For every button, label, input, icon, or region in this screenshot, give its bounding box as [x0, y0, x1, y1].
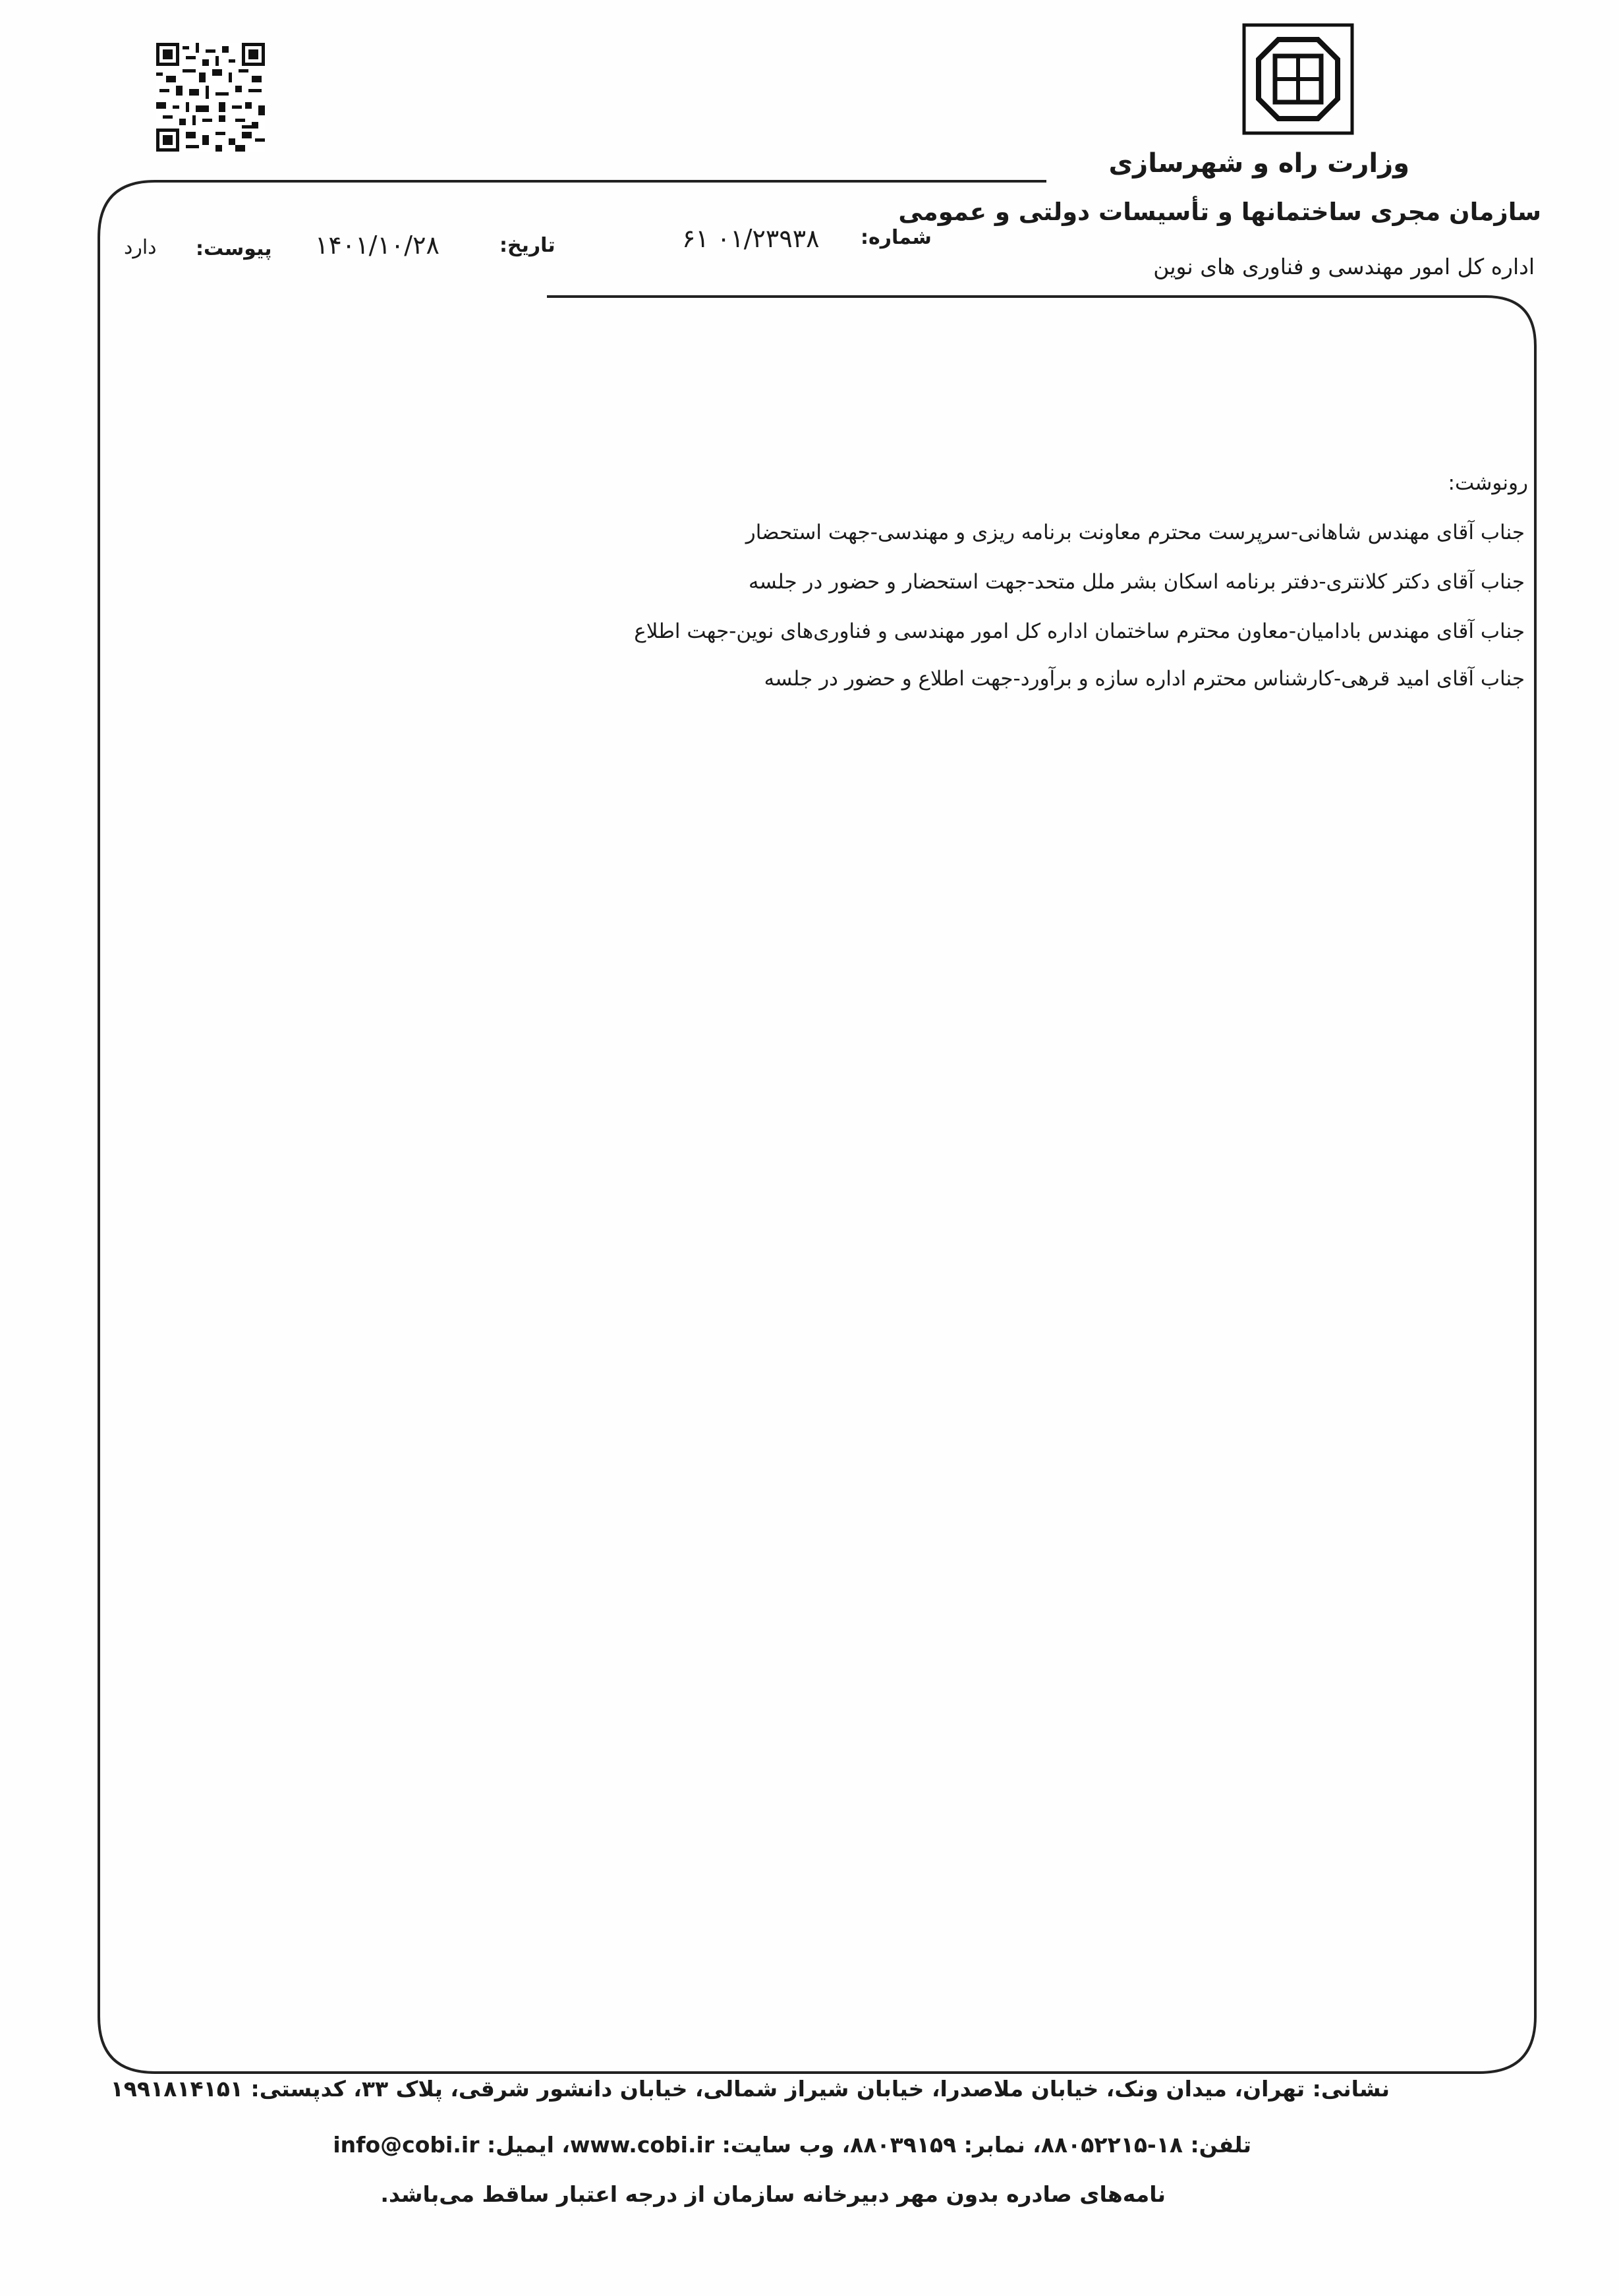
footer-contact: تلفن: ۱۸-۸۸۰۵۲۲۱۵، نمابر: ۸۸۰۳۹۱۵۹، وب سایت: www.cobi.ir، ایمیل: info@cobi.ir	[333, 2132, 1251, 2158]
cc-recipient: جناب آقای مهندس شاهانی-سرپرست محترم معاونت برنامه ریزی و مهندسی-جهت استحضار	[745, 521, 1525, 544]
cc-title: رونوشت:	[1448, 471, 1528, 495]
number-label: شماره:	[861, 226, 932, 249]
attachment-label: پیوست:	[196, 237, 272, 260]
ministry-name: وزارت راه و شهرسازی	[1108, 148, 1409, 179]
department-name: اداره کل امور مهندسی و فناوری های نوین	[1153, 254, 1535, 279]
attachment-value: دارد	[124, 236, 157, 259]
cc-recipient: جناب آقای امید قرهی-کارشناس محترم اداره سازه و برآورد-جهت اطلاع و حضور در جلسه	[764, 667, 1525, 691]
date-label: تاریخ:	[499, 234, 555, 257]
cc-recipient: جناب آقای مهندس بادامیان-معاون محترم ساختمان اداره کل امور مهندسی و فناوری‌های نوین-جهت اطلاع	[634, 619, 1525, 643]
letter-date: ۱۴۰۱/۱۰/۲۸	[315, 231, 440, 260]
organization-name: سازمان مجری ساختمانها و تأسیسات دولتی و عمومی	[898, 198, 1541, 226]
footer-address: نشانی: تهران، میدان ونک، خیابان ملاصدرا، خیابان شیراز شمالی، خیابان دانشور شرقی، پلاک ۳۳، کدپستی: ۱۹۹۱۸۱۴۱۵۱	[110, 2076, 1390, 2102]
ministry-logo	[1242, 23, 1354, 135]
qr-code	[156, 43, 265, 152]
footer-note: نامه‌های صادره بدون مهر دبیرخانه سازمان از درجه اعتبار ساقط می‌باشد.	[380, 2181, 1166, 2207]
cc-recipient: جناب آقای دکتر کلانتری-دفتر برنامه اسکان بشر ملل متحد-جهت استحضار و حضور در جلسه	[748, 570, 1525, 594]
letter-number: ۶۱ ۰۱/۲۳۹۳۸	[682, 224, 820, 253]
